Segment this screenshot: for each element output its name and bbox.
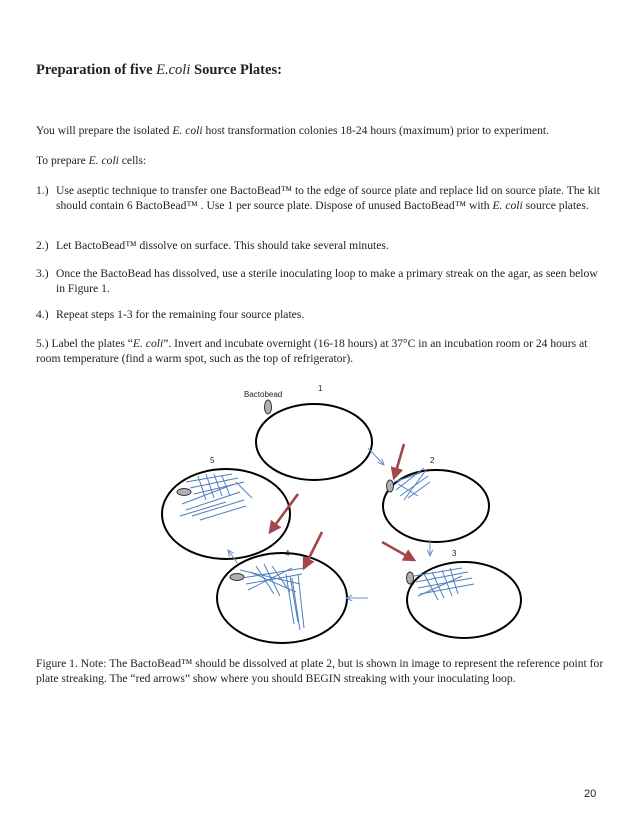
page-number: 20 xyxy=(584,788,597,800)
step-4: 4.) Repeat steps 1-3 for the remaining four source plates. xyxy=(36,308,305,321)
page-title: Preparation of five E.coli Source Plates: xyxy=(36,62,282,78)
bacto-bead xyxy=(177,489,191,496)
step-5: 5.) Label the plates “E. coli”. Invert and incubate overnight (16-18 hours) at 37°C in an incubation room or 24 hours at room temperature (find a warm spot, such as the top of refrigerator). xyxy=(36,337,588,365)
prepare-paragraph: To prepare E. coli cells: xyxy=(36,154,147,167)
figure-1 xyxy=(0,378,638,648)
step-number: 1.) xyxy=(36,184,49,197)
step-3: 3.) Once the BactoBead has dissolved, use a sterile inoculating loop to make a primary streak on the agar, as seen below in Figure 1. xyxy=(36,267,598,295)
plate-1 xyxy=(256,404,372,480)
bacto-bead xyxy=(230,574,244,581)
plate-1-label: 1 xyxy=(318,384,323,393)
plate-5 xyxy=(162,469,290,559)
step-1: 1.) Use aseptic technique to transfer one BactoBead™ to the edge of source plate and replace lid on source plate. The kit should contain 6 BactoBead™ . Use 1 per source plate. Dispose of unused BactoBead™ with E. coli source plates. xyxy=(36,184,600,212)
plate-streaking-diagram xyxy=(0,378,638,648)
plate-4-label: 4 xyxy=(285,549,290,558)
figure-caption: Figure 1. Note: The BactoBead™ should be dissolved at plate 2, but is shown in image to represent the reference point for plate streaking. The “red arrows” show where you should BEGIN streaking with your inoculating loop. xyxy=(36,657,604,685)
step-number: 2.) xyxy=(36,239,49,252)
plate-5-label: 5 xyxy=(210,456,215,465)
step-2: 2.) Let BactoBead™ dissolve on surface. This should take several minutes. xyxy=(36,239,389,252)
bacto-bead xyxy=(387,480,394,492)
bacto-bead xyxy=(265,400,272,414)
plate-3-label: 3 xyxy=(452,549,457,558)
bacto-bead xyxy=(407,572,414,584)
step-number: 3.) xyxy=(36,267,49,280)
flow-arrow-1-to-2 xyxy=(368,448,384,465)
bactobead-label: Bactobead xyxy=(244,390,283,399)
plate-3 xyxy=(407,562,521,638)
plate-4 xyxy=(217,553,347,643)
step-number: 4.) xyxy=(36,308,49,321)
intro-paragraph: You will prepare the isolated E. coli host transformation colonies 18-24 hours (maximum) prior to experiment. xyxy=(36,124,550,137)
start-arrow-plate-2 xyxy=(394,444,404,478)
start-arrow-plate-3 xyxy=(382,542,414,560)
plate-2-label: 2 xyxy=(430,456,435,465)
